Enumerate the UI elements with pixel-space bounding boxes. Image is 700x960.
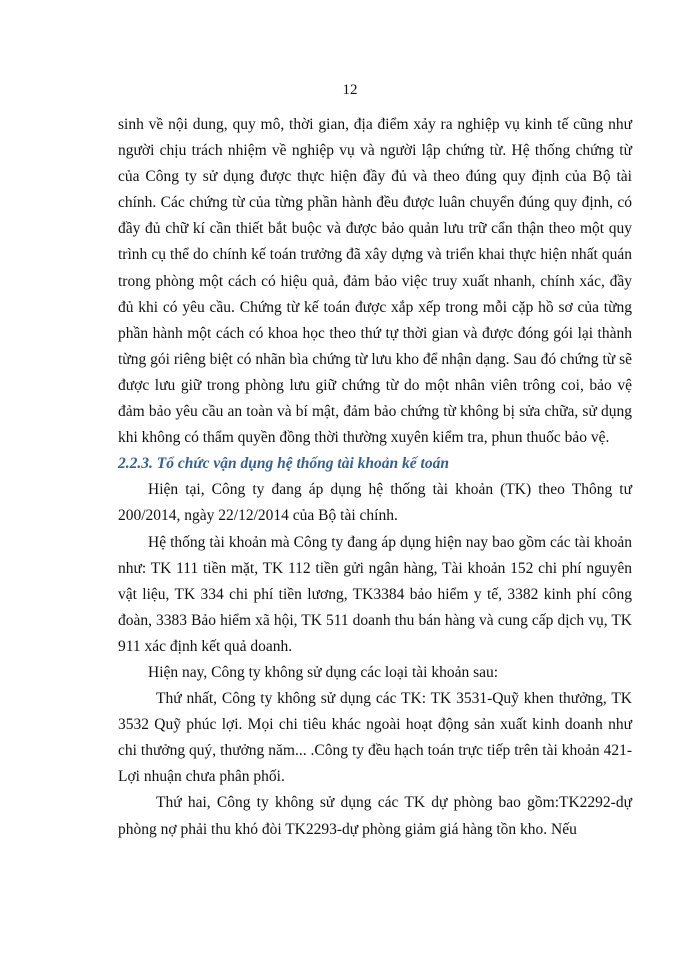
paragraph-first-unused: Thứ nhất, Công ty không sử dụng các TK: TK 3531-Quỹ khen thưởng, TK 3532 Quỹ phúc lợi. Mọi chi tiêu khác ngoài hoạt động sản xuất kinh doanh như chi thưởng quý, thưởng năm... .Công ty đều hạch toán trực tiếp trên tài khoản 421-Lợi nhuận chưa phân phối. — [118, 690, 632, 786]
section-heading: 2.2.3. Tổ chức vận dụng hệ thống tài khoản kế toán — [118, 455, 449, 473]
paragraph-unused-accounts-intro: Hiện nay, Công ty không sử dụng các loại tài khoản sau: — [148, 663, 499, 681]
paragraph-second-unused: Thứ hai, Công ty không sử dụng các TK dự phòng bao gồm:TK2292-dự phòng nợ phải thu khó đòi TK2293-dự phòng giảm giá hàng tồn kho. Nếu — [118, 794, 632, 838]
page-number: 12 — [342, 82, 358, 98]
page-content — [118, 112, 632, 843]
paragraph-account-circular: Hiện tại, Công ty đang áp dụng hệ thống tài khoản (TK) theo Thông tư 200/2014, ngày 22/12/2014 của Bộ tài chính. — [118, 481, 632, 525]
paragraph-document-storage: sinh về nội dung, quy mô, thời gian, địa điểm xảy ra nghiệp vụ kinh tế cũng như người chịu trách nhiệm về nghiệp vụ và người lập chứng từ. Hệ thống chứng từ của Công ty sử dụng được thực hiện đầy đủ và theo đúng quy định của Bộ tài chính. Các chứng từ của từng phần hành đều được luân chuyển đúng quy định, có đầy đủ chữ kí cần thiết bắt buộc và được bảo quản lưu trữ cẩn thận theo một quy trình cụ thể do chính kế toán trưởng đã xây dựng và triển khai thực hiện nhất quán trong phòng một cách có hiệu quả, đảm bảo việc truy xuất nhanh, chính xác, đầy đủ khi có yêu cầu. Chứng từ kế toán được xắp xếp trong mỗi cặp hồ sơ của từng phần hành một cách có khoa học theo thứ tự thời gian và được đóng gói lại thành từng gói riêng biệt có nhãn bìa chứng từ lưu kho để nhận dạng. Sau đó chứng từ sẽ được lưu giữ trong phòng lưu giữ chứng từ do một nhân viên trông coi, bảo vệ đảm bảo yêu cầu an toàn và bí mật, đảm bảo chứng từ không bị sửa chữa, sử dụng khi không có thẩm quyền đồng thời thường xuyên kiểm tra, phun thuốc bảo vệ. — [118, 116, 632, 447]
paragraph-account-list: Hệ thống tài khoản mà Công ty đang áp dụng hiện nay bao gồm các tài khoản như: TK 111 tiền mặt, TK 112 tiền gửi ngân hàng, Tài khoản 152 chi phí nguyên vật liệu, TK 334 chi phí tiền lương, TK3384 bảo hiểm y tế, 3382 kinh phí công đoàn, 3383 Bảo hiểm xã hội, TK 511 doanh thu bán hàng và cung cấp dịch vụ, TK 911 xác định kết quả doanh. — [118, 533, 632, 655]
